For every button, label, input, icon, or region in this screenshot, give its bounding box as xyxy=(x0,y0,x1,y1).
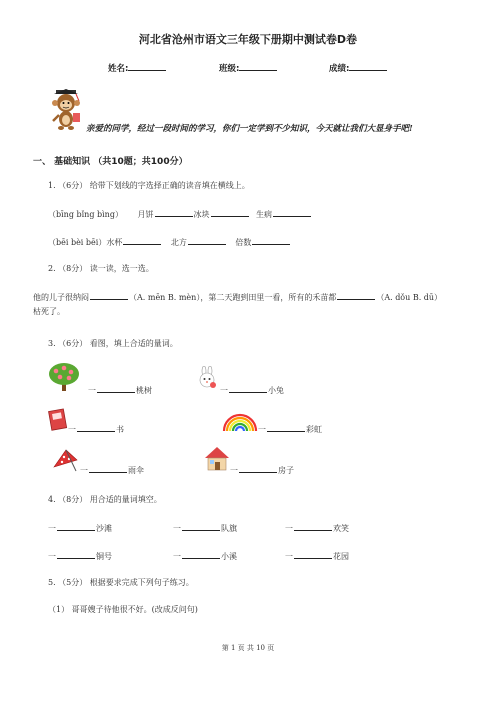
q4-item: 一 队旗 xyxy=(173,524,237,533)
q3-blank[interactable] xyxy=(89,464,127,473)
q1-blank[interactable] xyxy=(211,208,249,217)
q1-blank[interactable] xyxy=(155,208,193,217)
q3-blank[interactable] xyxy=(77,423,115,432)
q4-blank[interactable] xyxy=(57,522,95,531)
q3-blank[interactable] xyxy=(267,423,305,432)
q2-blank[interactable] xyxy=(90,291,128,300)
q4-item: 一 沙滩 xyxy=(48,524,112,533)
q3-item-book: 一 书 xyxy=(68,425,124,434)
umbrella-icon xyxy=(50,447,80,473)
monkey-mascot-icon xyxy=(46,88,86,132)
q1-row2: （bēi bèi bēi）水杯 北方 倍数 xyxy=(48,236,291,248)
q2-stem: 2. （8分） 读一读，选一选。 xyxy=(48,264,154,273)
q4-blank[interactable] xyxy=(57,550,95,559)
q4-blank[interactable] xyxy=(294,522,332,531)
q3-item-peach: 一 桃树 xyxy=(88,386,152,395)
q3-blank[interactable] xyxy=(239,464,277,473)
q4-blank[interactable] xyxy=(182,550,220,559)
q2-line2: 枯死了。 xyxy=(33,307,65,316)
q2-line1: 他的儿子很纳闷 （A. mēn B. mèn），第二天跑到田里一看，所有的禾苗都 （A. dǒu B. dū） xyxy=(33,293,443,302)
rabbit-icon xyxy=(195,366,219,390)
class-label: 班级: xyxy=(219,64,240,74)
intro-text: 亲爱的同学，经过一段时间的学习，你们一定学到不少知识，今天就让我们大显身手吧! xyxy=(86,124,413,134)
q1-blank[interactable] xyxy=(123,236,161,245)
house-icon xyxy=(203,445,231,471)
book-icon xyxy=(47,407,69,431)
q3-item-rabbit: 一 小兔 xyxy=(220,386,284,395)
name-field xyxy=(108,61,166,74)
q3-blank[interactable] xyxy=(97,384,135,393)
q4-item: 一 小溪 xyxy=(173,552,237,561)
rainbow-icon xyxy=(222,412,258,432)
q1-stem: 1. （6分） 给带下划线的字选择正确的读音填在横线上。 xyxy=(48,181,250,190)
q3-item-house: 一 房子 xyxy=(230,466,294,475)
q5-stem: 5. （5分） 根据要求完成下列句子练习。 xyxy=(48,578,194,587)
q4-blank[interactable] xyxy=(294,550,332,559)
name-label: 姓名: xyxy=(108,64,129,74)
q1-blank[interactable] xyxy=(252,236,290,245)
score-label: 成绩: xyxy=(329,64,350,74)
class-field xyxy=(219,61,277,74)
q4-item: 一 花园 xyxy=(285,552,349,561)
class-blank[interactable] xyxy=(239,61,277,71)
q3-stem: 3. （6分） 看图，填上合适的量词。 xyxy=(48,339,178,348)
page-footer: 第 1 页 共 10 页 xyxy=(221,644,275,652)
q1-blank[interactable] xyxy=(188,236,226,245)
q3-item-umbrella: 一 雨伞 xyxy=(80,466,144,475)
q4-stem: 4. （8分） 用合适的量词填空。 xyxy=(48,495,162,504)
q3-blank[interactable] xyxy=(229,384,267,393)
name-blank[interactable] xyxy=(128,61,166,71)
q4-item: 一 欢笑 xyxy=(285,524,349,533)
q5-sub1: （1） 哥哥嫂子待他很不好。(改成反问句) xyxy=(48,605,198,614)
q1-row1: （bīng bǐng bìng） 月饼 冰块 生病 xyxy=(48,208,312,220)
page-title: 河北省沧州市语文三年级下册期中测试卷D卷 xyxy=(138,33,358,46)
score-field xyxy=(329,61,387,74)
q1-blank[interactable] xyxy=(273,208,311,217)
q3-item-rainbow: 一 彩虹 xyxy=(258,425,322,434)
q4-blank[interactable] xyxy=(182,522,220,531)
q4-item: 一 铜号 xyxy=(48,552,112,561)
section-heading: 一、 基础知识 （共10题；共100分） xyxy=(33,157,188,167)
score-blank[interactable] xyxy=(349,61,387,71)
peach-tree-icon xyxy=(48,362,80,392)
q2-blank[interactable] xyxy=(337,291,375,300)
